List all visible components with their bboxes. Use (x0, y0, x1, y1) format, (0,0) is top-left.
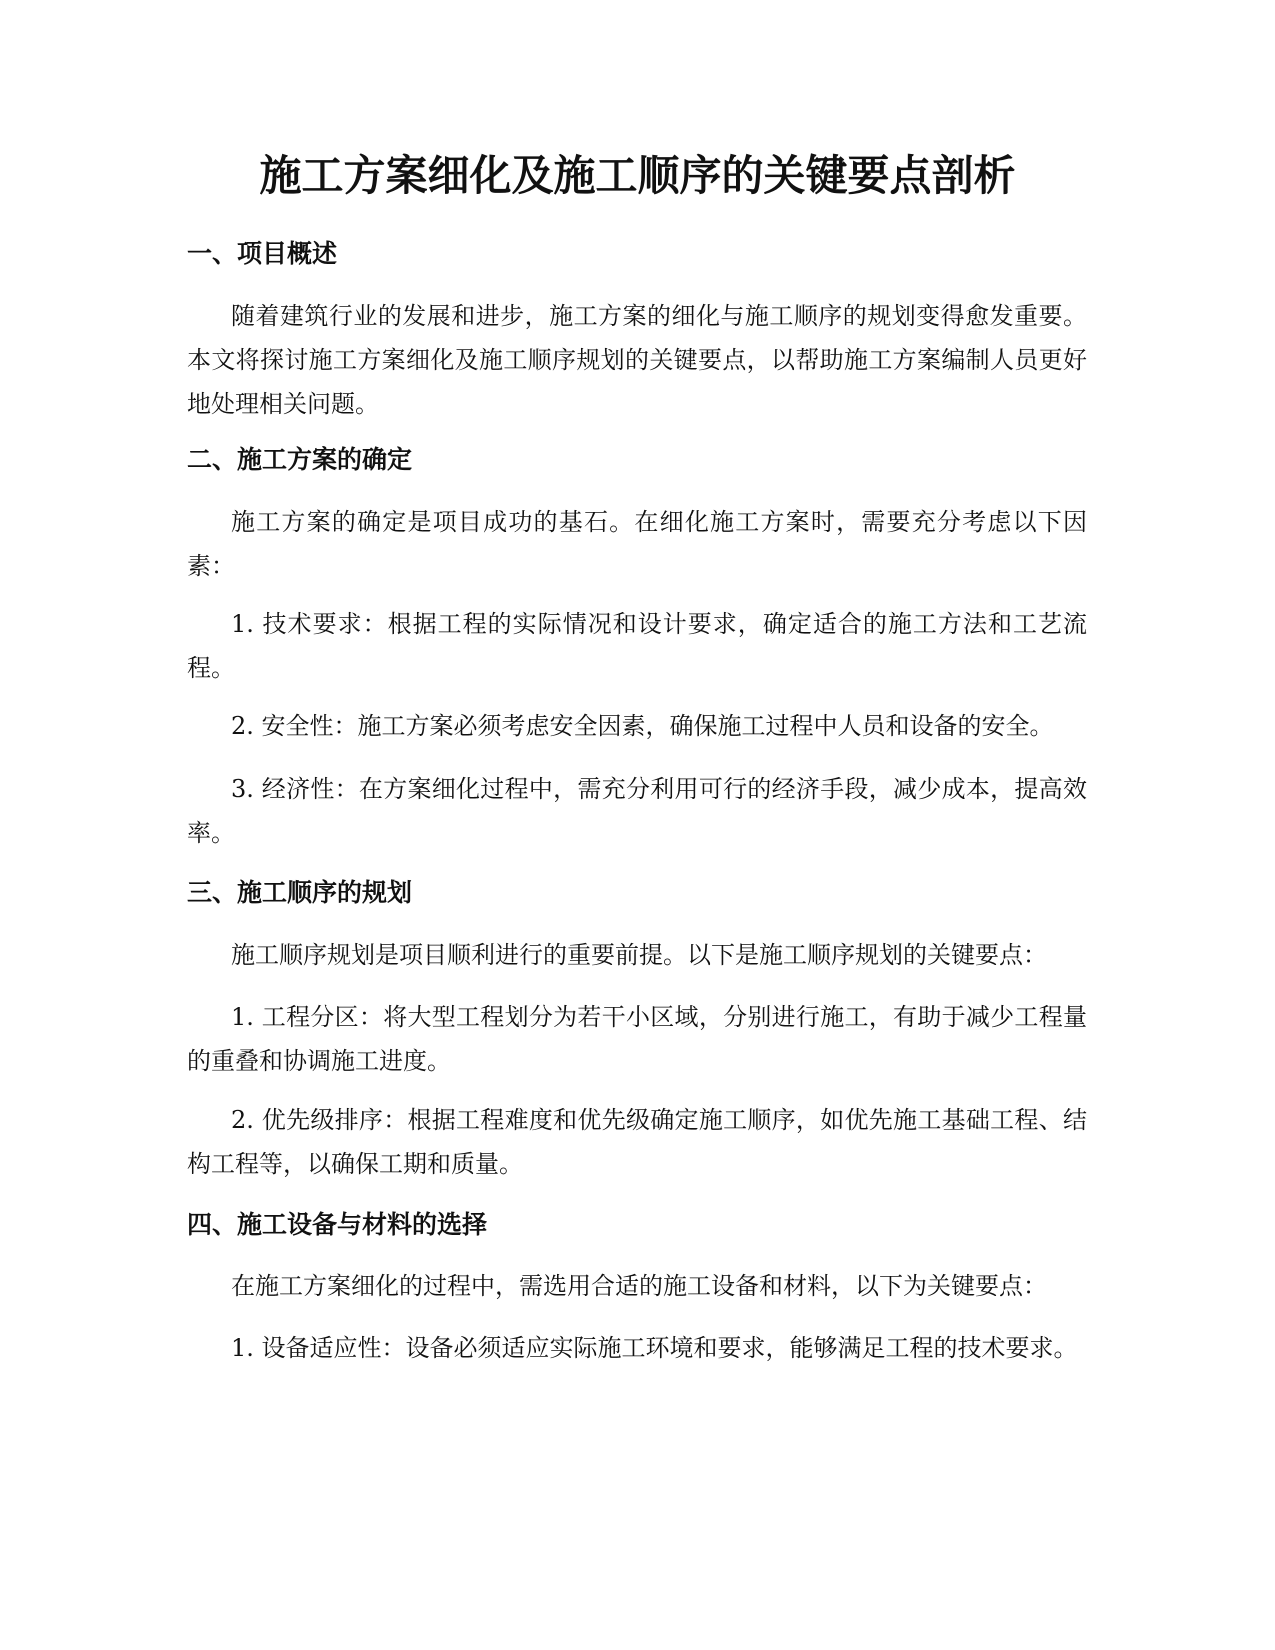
section-4-paragraph-1: 在施工方案细化的过程中，需选用合适的施工设备和材料，以下为关键要点： (231, 1272, 1047, 1300)
section-2-paragraph-1: 施工方案的确定是项目成功的基石。在细化施工方案时，需要充分考虑以下因素： (187, 508, 1087, 580)
section-2-item-2: 2. 安全性：施工方案必须考虑安全因素，确保施工过程中人员和设备的安全。 (231, 712, 1054, 740)
section-heading-1: 一、项目概述 (187, 239, 338, 268)
section-2-item-3: 3. 经济性：在方案细化过程中，需充分利用可行的经济手段，减少成本，提高效率。 (187, 775, 1087, 847)
section-4-item-1: 1. 设备适应性：设备必须适应实际施工环境和要求，能够满足工程的技术要求。 (231, 1334, 1078, 1362)
document-title: 施工方案细化及施工顺序的关键要点剖析 (259, 151, 1016, 200)
section-heading-4: 四、施工设备与材料的选择 (187, 1210, 488, 1239)
section-3-item-1: 1. 工程分区：将大型工程划分为若干小区域，分别进行施工，有助于减少工程量的重叠和协调施工进度。 (187, 1003, 1087, 1075)
section-heading-2: 二、施工方案的确定 (187, 445, 413, 474)
section-3-item-2: 2. 优先级排序：根据工程难度和优先级确定施工顺序，如优先施工基础工程、结构工程等，以确保工期和质量。 (187, 1106, 1087, 1178)
section-3-paragraph-1: 施工顺序规划是项目顺利进行的重要前提。以下是施工顺序规划的关键要点： (231, 941, 1047, 969)
section-2-item-1: 1. 技术要求：根据工程的实际情况和设计要求，确定适合的施工方法和工艺流程。 (187, 610, 1087, 682)
section-1-paragraph-1: 随着建筑行业的发展和进步，施工方案的细化与施工顺序的规划变得愈发重要。本文将探讨施工方案细化及施工顺序规划的关键要点，以帮助施工方案编制人员更好地处理相关问题。 (187, 302, 1087, 418)
section-heading-3: 三、施工顺序的规划 (187, 878, 413, 907)
